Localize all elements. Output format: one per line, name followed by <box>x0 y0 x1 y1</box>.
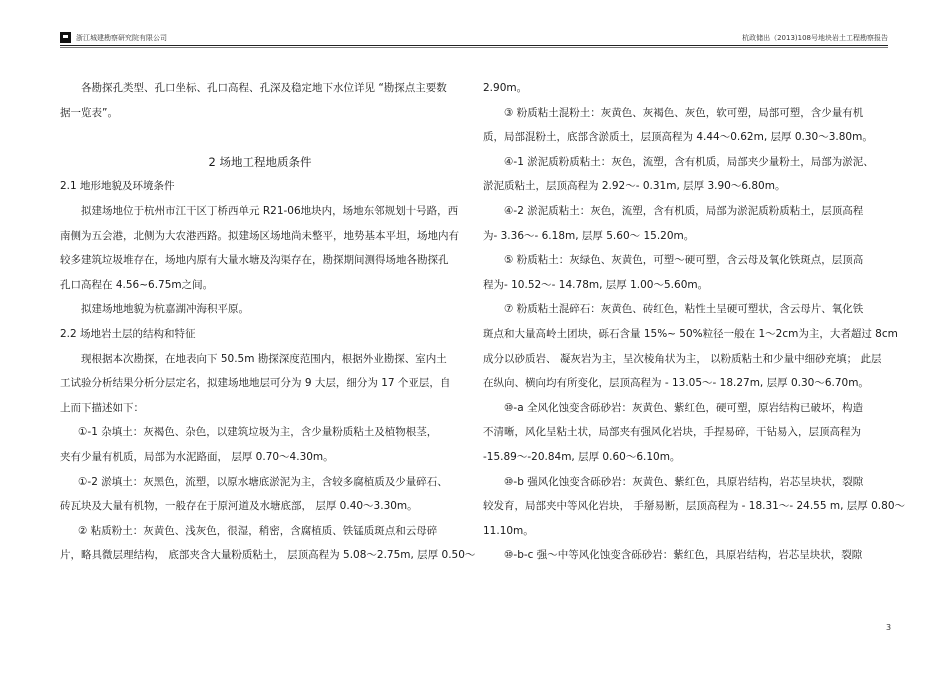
paragraph-line: 拟建场地位于杭州市江干区丁桥西单元 R21-06地块内，场地东邻规划十号路，西 <box>81 204 459 217</box>
layer-description-line: ② 粘质粉土：灰黄色、浅灰色，很湿，稍密，含腐植质、铁锰质斑点和云母碎 <box>78 524 438 537</box>
paragraph-line: 南侧为五会港，北侧为大农港西路。拟建场区场地尚未整平，地势基本平坦，场地内有 <box>60 229 459 242</box>
header-rule-thin <box>60 47 888 48</box>
subsection-title: 2.2 场地岩土层的结构和特征 <box>60 327 196 340</box>
left-column <box>60 76 476 568</box>
layer-description-line: ⑤ 粉质粘土：灰绿色、灰黄色，可塑～硬可塑，含云母及氧化铁斑点，层顶高 <box>504 254 864 267</box>
layer-description-line: ⑩-b-c 强～中等风化蚀变含砾砂岩：紫红色，具原岩结构，岩芯呈块状，裂隙 <box>504 549 863 562</box>
page-header <box>60 30 888 46</box>
layer-description-line: 较发育，局部夹中等风化岩块， 手掰易断，层顶高程为 - 18.31～- 24.55 m, 层厚 0.80～ <box>483 500 906 513</box>
paragraph-line: 上而下描述如下： <box>60 401 144 414</box>
layer-description-line: ①-1 杂填土：灰褐色、杂色，以建筑垃圾为主，含少量粉质粘土及植物根茎， <box>78 426 438 439</box>
layer-description-line: -15.89～-20.84m, 层厚 0.60～6.10m。 <box>483 450 681 463</box>
paragraph-line: 孔口高程在 4.56~6.75m之间。 <box>60 278 214 291</box>
layer-description-line: 淤泥质粘土，层顶高程为 2.92～- 0.31m, 层厚 3.90～6.80m。 <box>483 180 786 193</box>
layer-description-line: 斑点和大量高岭土团块，砾石含量 15%~ 50%粒径一般在 1～2cm为主，大者超过 8cm <box>483 327 898 340</box>
paragraph-line: 各勘探孔类型、孔口坐标、孔口高程、孔深及稳定地下水位详见 “勘探点主要数 <box>81 82 447 94</box>
layer-description-line: ④-1 淤泥质粉质粘土：灰色，流塑，含有机质，局部夹少量粉土，局部为淤泥、 <box>504 155 874 168</box>
paragraph-line: 现根据本次勘探，在地表向下 50.5m 勘探深度范围内，根据外业勘探、室内土 <box>81 352 447 365</box>
header-report-title: 杭政储出（2013)108号地块岩土工程勘察报告 <box>742 34 888 42</box>
paragraph-line: 拟建场地地貌为杭嘉湖冲海积平原。 <box>81 303 249 316</box>
right-column <box>483 76 906 568</box>
company-logo-icon <box>60 32 71 43</box>
layer-description-line: ④-2 淤泥质粘土：灰色，流塑，含有机质，局部为淤泥质粉质粘土，层顶高程 <box>504 204 864 217</box>
layer-description-line: 夹有少量有机质，局部为水泥路面， 层厚 0.70～4.30m。 <box>60 450 334 463</box>
layer-description-line: 11.10m。 <box>483 524 534 537</box>
layer-description-line: 程为- 10.52～- 14.78m, 层厚 1.00～5.60m。 <box>483 278 709 291</box>
layer-description-line: 砖瓦块及大量有机物，一般存在于原河道及水塘底部， 层厚 0.40～3.30m。 <box>60 500 418 513</box>
layer-description-line: 2.90m。 <box>483 82 528 94</box>
layer-description-line: 成分以砂质岩、 凝灰岩为主，呈次棱角状为主， 以粉质粘土和少量中细砂充填； 此层 <box>483 352 882 365</box>
subsection-title: 2.1 地形地貌及环境条件 <box>60 180 175 193</box>
blank-line <box>60 125 460 150</box>
layer-description-line: 质，局部混粉土，底部含淤质土，层顶高程为 4.44～0.62m, 层厚 0.30～3.80m。 <box>483 131 873 144</box>
layer-description-line: ⑩-a 全风化蚀变含砾砂岩：灰黄色、紫红色，硬可塑，原岩结构已破坏，构造 <box>504 401 863 414</box>
paragraph-line: 工试验分析结果分析分层定名，拟建场地地层可分为 9 大层，细分为 17 个亚层，自 <box>60 377 451 390</box>
layer-description-line: 不清晰，风化呈粘土状，局部夹有强风化岩块，手捏易碎，干钻易入，层顶高程为 <box>483 426 861 439</box>
layer-description-line: 在纵向、横向均有所变化，层顶高程为 - 13.05～- 18.27m, 层厚 0.30～6.70m。 <box>483 377 869 390</box>
layer-description-line: ③ 粉质粘土混粉土：灰黄色、灰褐色、灰色，软可塑，局部可塑，含少量有机 <box>504 106 864 119</box>
layer-description-line: ⑩-b 强风化蚀变含砾砂岩：灰黄色、紫红色，具原岩结构，岩芯呈块状，裂隙 <box>504 475 864 488</box>
section-title: 2 场地工程地质条件 <box>208 154 312 169</box>
header-company-name: 浙江城建勘察研究院有限公司 <box>76 34 167 42</box>
layer-description-line: ①-2 淤填土：灰黑色，流塑，以原水塘底淤泥为主，含较多腐植质及少量碎石、 <box>78 475 448 488</box>
layer-description-line: 片，略具微层理结构， 底部夹含大量粉质粘土， 层顶高程为 5.08～2.75m, 层厚 0.50～ <box>60 549 476 562</box>
paragraph-line: 据一览表”。 <box>60 106 118 119</box>
paragraph-line: 较多建筑垃圾堆存在，场地内原有大量水塘及沟渠存在，勘探期间测得场地各勘探孔 <box>60 254 449 267</box>
page-number: 3 <box>886 623 892 632</box>
layer-description-line: 为- 3.36～- 6.18m, 层厚 5.60～ 15.20m。 <box>483 229 695 242</box>
header-rule-thick <box>60 45 888 46</box>
layer-description-line: ⑦ 粉质粘土混碎石：灰黄色、砖红色，粘性土呈硬可塑状，含云母片、氧化铁 <box>504 303 864 316</box>
